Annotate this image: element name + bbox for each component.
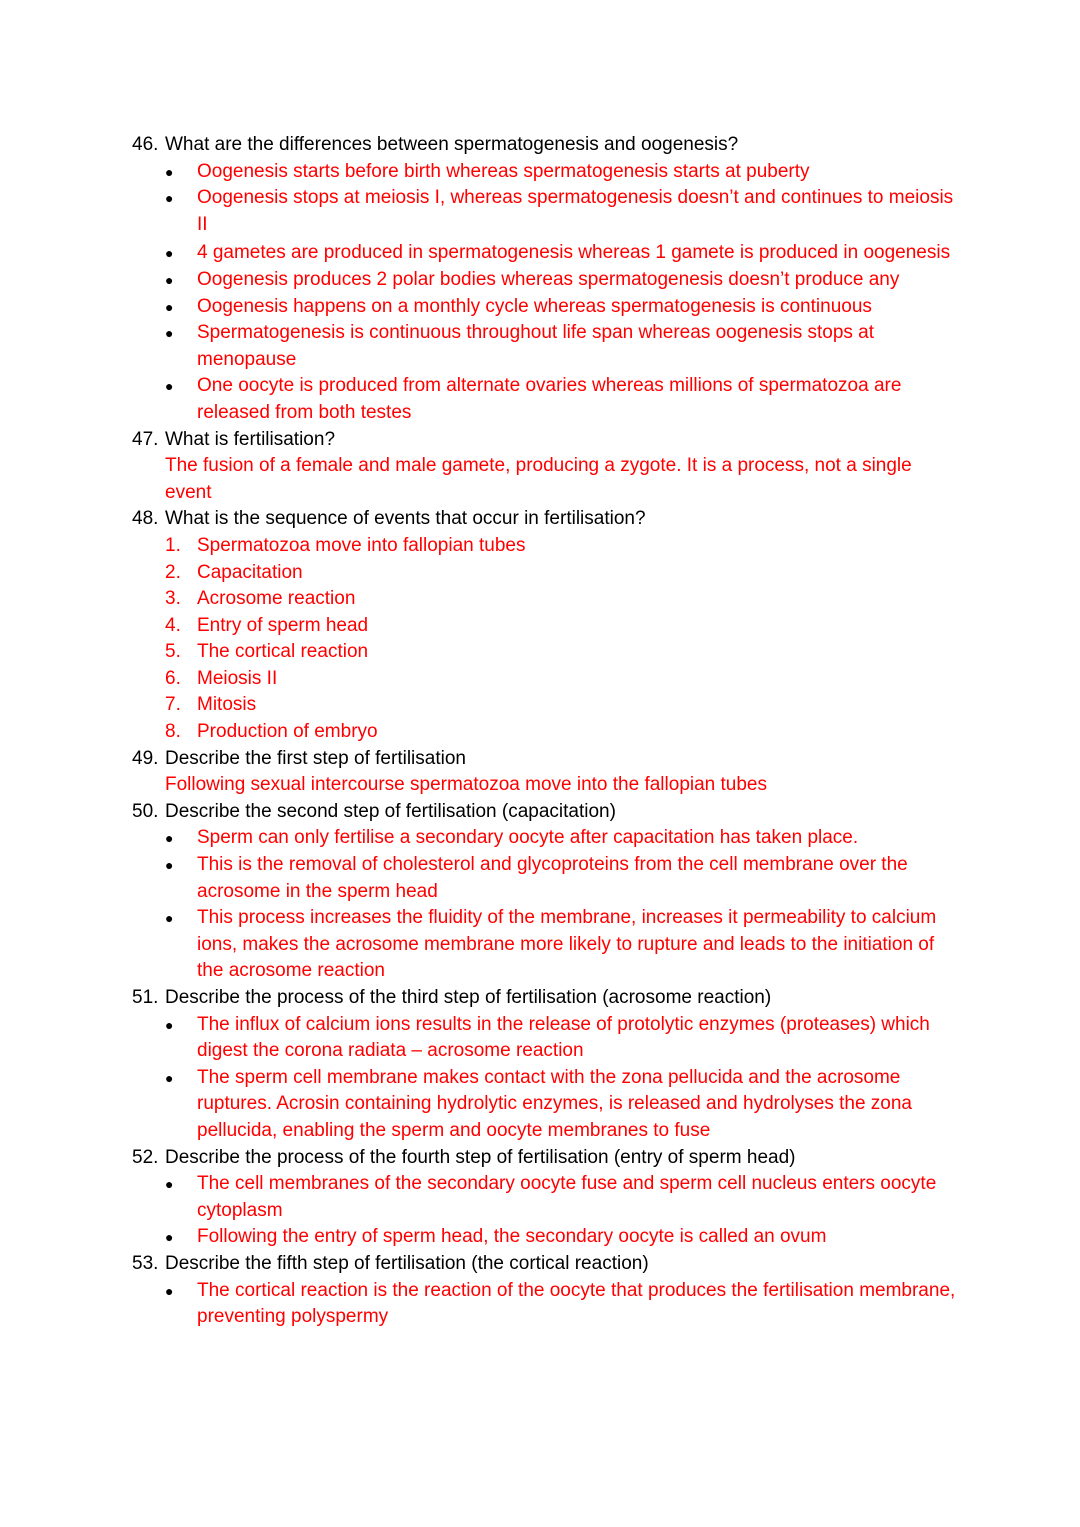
answer-bullet-list (132, 1012, 962, 1145)
answer-bullet: ● Oogenesis stops at meiosis I, whereas spermatogenesis doesn’t and continues to meiosis II (165, 185, 962, 238)
question-block-48 (132, 506, 962, 745)
bullet-icon: ● (165, 857, 174, 874)
answer-bullet: ● The cell membranes of the secondary oocyte fuse and sperm cell nucleus enters oocyte cytoplasm (165, 1171, 962, 1224)
answer-step: 2. Capacitation (165, 561, 303, 583)
question-text: What is fertilisation? (165, 428, 336, 450)
question-text: Describe the second step of fertilisation (capacitation) (165, 800, 616, 822)
answer-text: The fusion of a female and male gamete, producing a zygote. It is a process, not a single event (165, 455, 912, 503)
answer-step: 8. Production of embryo (165, 721, 378, 743)
answer-bullet-list (132, 825, 962, 985)
answer-bullet: ● Spermatogenesis is continuous throughout life span whereas oogenesis stops at menopause (165, 320, 962, 373)
bullet-icon: ● (165, 910, 174, 927)
answer-bullet: ● Oogenesis starts before birth whereas spermatogenesis starts at puberty (165, 159, 962, 186)
answer-bullet: ● Sperm can only fertilise a secondary oocyte after capacitation has taken place. (165, 825, 962, 852)
question-block-50 (132, 799, 962, 985)
question-text: What are the differences between spermatogenesis and oogenesis? (165, 134, 739, 155)
answer-step: 6. Meiosis II (165, 667, 278, 689)
bullet-icon: ● (165, 830, 174, 847)
document-page (132, 132, 962, 1331)
question-block-53 (132, 1251, 962, 1331)
bullet-icon: ● (165, 1176, 174, 1193)
answer-bullet: ● Oogenesis produces 2 polar bodies whereas spermatogenesis doesn’t produce any (165, 267, 962, 294)
answer-bullet: ● 4 gametes are produced in spermatogenesis whereas 1 gamete is produced in oogenesis (165, 240, 962, 267)
answer-bullet: ● This process increases the fluidity of the membrane, increases it permeability to calcium ions, makes the acrosome membrane more likely to rupture and leads to the initiation of the acrosome reaction (165, 905, 962, 985)
bullet-icon: ● (165, 298, 174, 315)
question-number: 52. (132, 1146, 159, 1168)
answer-bullet-list (132, 1171, 962, 1251)
bullet-icon: ● (165, 1016, 174, 1033)
question-block-46 (132, 132, 962, 427)
question-number: 47. (132, 428, 159, 450)
question-number: 53. (132, 1252, 159, 1274)
bullet-icon: ● (165, 325, 174, 342)
question-text: Describe the first step of fertilisation (165, 747, 466, 769)
answer-bullet-list (132, 1278, 962, 1331)
question-text: What is the sequence of events that occur in fertilisation? (165, 508, 646, 530)
answer-step: 7. Mitosis (165, 694, 257, 716)
answer-bullet: ● The influx of calcium ions results in the release of protolytic enzymes (proteases) which digest the corona radiata – acrosome reaction (165, 1012, 962, 1065)
question-text: Describe the fifth step of fertilisation (the cortical reaction) (165, 1252, 649, 1274)
answer-text: Following sexual intercourse spermatozoa move into the fallopian tubes (165, 774, 767, 796)
answer-bullet-list (132, 159, 962, 427)
question-block-52 (132, 1145, 962, 1251)
bullet-icon: ● (165, 163, 174, 180)
answer-bullet: ● One oocyte is produced from alternate ovaries whereas millions of spermatozoa are released from both testes (165, 373, 962, 426)
answer-bullet: ● The cortical reaction is the reaction of the oocyte that produces the fertilisation membrane, preventing polyspermy (165, 1278, 962, 1331)
question-number: 48. (132, 508, 159, 530)
question-number: 49. (132, 747, 159, 769)
answer-bullet: ● The sperm cell membrane makes contact with the zona pellucida and the acrosome ruptures. Acrosin containing hydrolytic enzymes, is released and hydrolyses the zona pellucida, enabling the sperm and oocyte membranes to fuse (165, 1065, 962, 1145)
bullet-icon: ● (165, 1229, 174, 1246)
bullet-icon: ● (165, 1069, 174, 1086)
bullet-icon: ● (165, 271, 174, 288)
answer-step: 4. Entry of sperm head (165, 614, 369, 636)
question-block-47 (132, 427, 962, 507)
answer-bullet: ● Oogenesis happens on a monthly cycle whereas spermatogenesis is continuous (165, 294, 962, 321)
question-text: Describe the process of the third step of fertilisation (acrosome reaction) (165, 987, 772, 1008)
question-block-49 (132, 746, 962, 799)
bullet-icon: ● (165, 190, 174, 207)
question-text: Describe the process of the fourth step of fertilisation (entry of sperm head) (165, 1146, 796, 1168)
bullet-icon: ● (165, 378, 174, 395)
bullet-icon: ● (165, 245, 174, 262)
question-number: 46. (132, 134, 159, 155)
bullet-icon: ● (165, 1282, 174, 1299)
question-block-51 (132, 985, 962, 1145)
answer-step: 1. Spermatozoa move into fallopian tubes (165, 534, 526, 556)
answer-step-list (132, 533, 962, 746)
answer-step: 5. The cortical reaction (165, 641, 369, 663)
question-number: 50. (132, 800, 159, 822)
question-number: 51. (132, 987, 159, 1008)
answer-step: 3. Acrosome reaction (165, 588, 356, 610)
answer-bullet: ● This is the removal of cholesterol and glycoproteins from the cell membrane over the acrosome in the sperm head (165, 852, 962, 905)
answer-bullet: ● Following the entry of sperm head, the secondary oocyte is called an ovum (165, 1224, 962, 1251)
